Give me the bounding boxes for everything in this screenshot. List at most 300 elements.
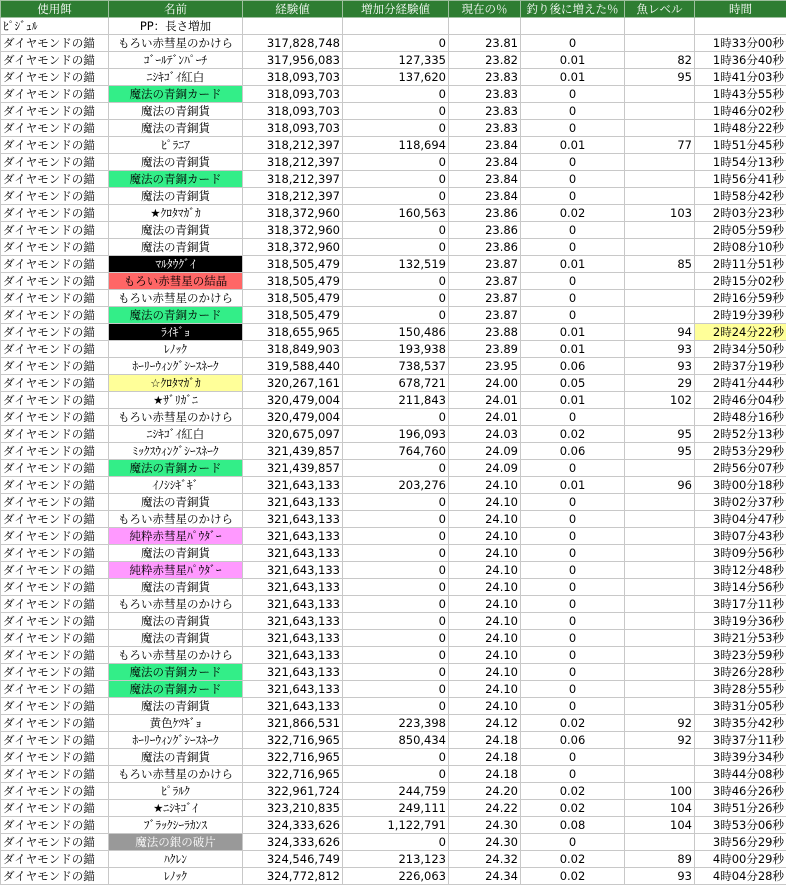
header-fish-level: 魚レベル <box>625 1 695 18</box>
cell-increase: 0 <box>343 596 449 613</box>
cell-bait: ダイヤモンドの錨 <box>1 817 109 834</box>
cell-name: ﾚﾉｯｸ <box>109 341 243 358</box>
cell-increase: 0 <box>343 35 449 52</box>
cell-bait: ダイヤモンドの錨 <box>1 205 109 222</box>
cell-fish-level <box>625 154 695 171</box>
cell-bait: ダイヤモンドの錨 <box>1 783 109 800</box>
cell-percent: 24.32 <box>449 851 521 868</box>
cell-name: ｲﾉｼｼｷﾞｷﾞ <box>109 477 243 494</box>
cell-time: 3時19分36秒 <box>695 613 786 630</box>
cell-time: 1時51分45秒 <box>695 137 786 154</box>
cell-percent: 23.86 <box>449 222 521 239</box>
cell-name: ﾐｯｸｽｳｨﾝｸﾞｼｰｽﾈｰｸ <box>109 443 243 460</box>
cell-after-percent: 0 <box>521 613 625 630</box>
cell-percent: 23.83 <box>449 103 521 120</box>
cell-increase: 244,759 <box>343 783 449 800</box>
cell-increase: 137,620 <box>343 69 449 86</box>
cell-percent: 24.01 <box>449 392 521 409</box>
table-row <box>1 392 786 409</box>
cell-increase: 127,335 <box>343 52 449 69</box>
cell-increase: 0 <box>343 86 449 103</box>
cell-exp: 319,588,440 <box>243 358 343 375</box>
cell-name: 黄色ｹﾂｷﾞｮ <box>109 715 243 732</box>
cell-exp: 318,372,960 <box>243 205 343 222</box>
cell-after-percent: 0.01 <box>521 392 625 409</box>
table-row <box>1 290 786 307</box>
cell-after-percent: 0 <box>521 579 625 596</box>
cell-exp: 318,212,397 <box>243 171 343 188</box>
table-row <box>1 154 786 171</box>
cell-increase: 0 <box>343 613 449 630</box>
cell-fish-level <box>625 86 695 103</box>
table-row <box>1 681 786 698</box>
table-row <box>1 443 786 460</box>
cell-bait: ダイヤモンドの錨 <box>1 647 109 664</box>
cell-percent: 23.83 <box>449 120 521 137</box>
cell-percent: 24.10 <box>449 494 521 511</box>
cell-percent: 24.30 <box>449 817 521 834</box>
cell-bait: ダイヤモンドの錨 <box>1 545 109 562</box>
cell-exp: 318,093,703 <box>243 120 343 137</box>
table-row <box>1 375 786 392</box>
table-row <box>1 715 786 732</box>
cell-exp: 321,439,857 <box>243 460 343 477</box>
cell-after-percent: 0.06 <box>521 358 625 375</box>
table-row <box>1 18 786 35</box>
cell-fish-level <box>625 307 695 324</box>
cell-time: 3時46分26秒 <box>695 783 786 800</box>
cell-name: もろい赤彗星のかけら <box>109 596 243 613</box>
cell-fish-level <box>625 409 695 426</box>
cell-exp: 320,479,004 <box>243 392 343 409</box>
cell-fish-level <box>625 834 695 851</box>
cell-bait: ダイヤモンドの錨 <box>1 766 109 783</box>
cell-fish-level <box>625 749 695 766</box>
cell-name: 魔法の青銅貨 <box>109 188 243 205</box>
table-row <box>1 783 786 800</box>
cell-time: 4時00分29秒 <box>695 851 786 868</box>
cell-after-percent: 0 <box>521 647 625 664</box>
cell-fish-level <box>625 698 695 715</box>
cell-fish-level: 104 <box>625 800 695 817</box>
cell-fish-level <box>625 596 695 613</box>
cell-after-percent: 0 <box>521 596 625 613</box>
header-exp: 経験値 <box>243 1 343 18</box>
cell-percent: 24.10 <box>449 613 521 630</box>
cell-time: 2時46分04秒 <box>695 392 786 409</box>
cell-bait: ダイヤモンドの錨 <box>1 137 109 154</box>
cell-exp: 318,212,397 <box>243 188 343 205</box>
table-row <box>1 868 786 885</box>
cell-exp: 318,505,479 <box>243 290 343 307</box>
cell-exp: 322,961,724 <box>243 783 343 800</box>
cell-exp: 322,716,965 <box>243 732 343 749</box>
cell-name: ﾋﾟﾗﾆｱ <box>109 137 243 154</box>
cell-time: 3時02分37秒 <box>695 494 786 511</box>
cell-exp: 318,655,965 <box>243 324 343 341</box>
table-body <box>1 18 786 885</box>
cell-time: 2時15分02秒 <box>695 273 786 290</box>
cell-increase: 160,563 <box>343 205 449 222</box>
cell-after-percent: 0 <box>521 681 625 698</box>
cell-fish-level: 96 <box>625 477 695 494</box>
cell-after-percent: 0 <box>521 664 625 681</box>
cell-name: ﾏﾙﾀｳｸﾞｲ <box>109 256 243 273</box>
table-row <box>1 307 786 324</box>
cell-fish-level: 82 <box>625 52 695 69</box>
cell-bait: ダイヤモンドの錨 <box>1 154 109 171</box>
cell-after-percent: 0 <box>521 86 625 103</box>
cell-name: 純粋赤彗星ﾊﾟｳﾀﾞｰ <box>109 528 243 545</box>
cell-fish-level <box>625 273 695 290</box>
cell-exp: 318,372,960 <box>243 222 343 239</box>
table-row <box>1 409 786 426</box>
cell-time: 2時08分10秒 <box>695 239 786 256</box>
table-row <box>1 579 786 596</box>
cell-exp: 321,643,133 <box>243 698 343 715</box>
cell-fish-level <box>625 460 695 477</box>
cell-exp: 322,716,965 <box>243 749 343 766</box>
cell-bait: ダイヤモンドの錨 <box>1 392 109 409</box>
cell-increase: 0 <box>343 290 449 307</box>
cell-fish-level: 102 <box>625 392 695 409</box>
cell-percent: 23.84 <box>449 171 521 188</box>
cell-exp: 320,675,097 <box>243 426 343 443</box>
cell-exp: 321,643,133 <box>243 477 343 494</box>
table-row <box>1 834 786 851</box>
table-row <box>1 103 786 120</box>
cell-bait: ダイヤモンドの錨 <box>1 239 109 256</box>
cell-after-percent: 0 <box>521 460 625 477</box>
table-row <box>1 188 786 205</box>
cell-exp: 322,716,965 <box>243 766 343 783</box>
cell-name: 魔法の青銅カード <box>109 171 243 188</box>
cell-percent: 23.87 <box>449 273 521 290</box>
cell-after-percent: 0 <box>521 749 625 766</box>
table-row <box>1 766 786 783</box>
cell-time: 2時24分22秒 <box>695 324 786 341</box>
cell-exp: 321,643,133 <box>243 528 343 545</box>
cell-after-percent: 0 <box>521 511 625 528</box>
cell-percent: 23.95 <box>449 358 521 375</box>
cell-name: 魔法の青銅貨 <box>109 630 243 647</box>
cell-bait: ダイヤモンドの錨 <box>1 256 109 273</box>
cell-name: 魔法の青銅カード <box>109 86 243 103</box>
cell-fish-level <box>625 188 695 205</box>
cell-bait: ダイヤモンドの錨 <box>1 171 109 188</box>
cell-fish-level <box>625 290 695 307</box>
cell-after-percent: 0.01 <box>521 324 625 341</box>
cell-percent: 23.87 <box>449 307 521 324</box>
cell-percent: 23.87 <box>449 256 521 273</box>
cell-percent: 24.10 <box>449 562 521 579</box>
cell-fish-level <box>625 647 695 664</box>
cell-exp: 318,505,479 <box>243 273 343 290</box>
cell-bait: ダイヤモンドの錨 <box>1 86 109 103</box>
cell-time: 1時54分13秒 <box>695 154 786 171</box>
table-row <box>1 341 786 358</box>
table-header <box>1 1 786 18</box>
cell-increase: 203,276 <box>343 477 449 494</box>
cell-after-percent: 0 <box>521 630 625 647</box>
cell-bait: ダイヤモンドの錨 <box>1 341 109 358</box>
cell-time: 2時11分51秒 <box>695 256 786 273</box>
cell-after-percent: 0 <box>521 222 625 239</box>
cell-percent: 23.88 <box>449 324 521 341</box>
header-percent: 現在の％ <box>449 1 521 18</box>
cell-time: 3時39分34秒 <box>695 749 786 766</box>
cell-time: 3時14分56秒 <box>695 579 786 596</box>
cell-name: 魔法の青銅貨 <box>109 698 243 715</box>
cell-exp: 324,546,749 <box>243 851 343 868</box>
cell-after-percent: 0 <box>521 545 625 562</box>
cell-after-percent: 0 <box>521 409 625 426</box>
cell-name: 魔法の青銅貨 <box>109 749 243 766</box>
cell-increase: 150,486 <box>343 324 449 341</box>
cell-bait: ダイヤモンドの錨 <box>1 120 109 137</box>
cell-fish-level: 89 <box>625 851 695 868</box>
cell-name: 魔法の青銅貨 <box>109 579 243 596</box>
cell-after-percent: 0.01 <box>521 52 625 69</box>
cell-name: ★ﾆｼｷｺﾞｲ <box>109 800 243 817</box>
cell-name: ﾌﾞﾗｯｸｼｰﾗｶﾝｽ <box>109 817 243 834</box>
cell-increase: 0 <box>343 273 449 290</box>
cell-increase: 118,694 <box>343 137 449 154</box>
cell-exp: 321,643,133 <box>243 664 343 681</box>
cell-after-percent: 0.02 <box>521 715 625 732</box>
cell-increase: 0 <box>343 188 449 205</box>
cell-percent: 24.10 <box>449 664 521 681</box>
cell-fish-level <box>625 766 695 783</box>
table-row <box>1 52 786 69</box>
cell-fish-level: 100 <box>625 783 695 800</box>
cell-name: ﾎｰﾘｰｳｨﾝｸﾞｼｰｽﾈｰｸ <box>109 358 243 375</box>
cell-fish-level <box>625 494 695 511</box>
cell-name: 魔法の青銅貨 <box>109 239 243 256</box>
table-row <box>1 664 786 681</box>
cell-increase: 764,760 <box>343 443 449 460</box>
cell-increase: 0 <box>343 409 449 426</box>
cell-fish-level: 104 <box>625 817 695 834</box>
table-row <box>1 273 786 290</box>
cell-bait: ダイヤモンドの錨 <box>1 698 109 715</box>
cell-increase: 0 <box>343 171 449 188</box>
cell-after-percent: 0 <box>521 103 625 120</box>
cell-after-percent: 0.02 <box>521 783 625 800</box>
cell-after-percent: 0.06 <box>521 732 625 749</box>
cell-percent: 24.10 <box>449 596 521 613</box>
cell-fish-level <box>625 579 695 596</box>
cell-bait: ﾋﾟｼﾞｭﾙ <box>1 18 109 35</box>
cell-percent <box>449 18 521 35</box>
cell-after-percent: 0.06 <box>521 443 625 460</box>
cell-bait: ダイヤモンドの錨 <box>1 103 109 120</box>
cell-fish-level <box>625 239 695 256</box>
cell-percent: 24.20 <box>449 783 521 800</box>
cell-fish-level <box>625 630 695 647</box>
table-row <box>1 817 786 834</box>
cell-percent: 23.86 <box>449 205 521 222</box>
cell-time: 2時56分07秒 <box>695 460 786 477</box>
cell-exp: 321,866,531 <box>243 715 343 732</box>
cell-fish-level <box>625 681 695 698</box>
cell-bait: ダイヤモンドの錨 <box>1 749 109 766</box>
cell-after-percent: 0.01 <box>521 477 625 494</box>
cell-name: 魔法の青銅カード <box>109 681 243 698</box>
cell-name: ﾆｼｷｺﾞｲ紅白 <box>109 426 243 443</box>
cell-percent: 23.83 <box>449 69 521 86</box>
cell-percent: 24.12 <box>449 715 521 732</box>
cell-percent: 23.84 <box>449 188 521 205</box>
cell-after-percent: 0 <box>521 562 625 579</box>
cell-increase: 738,537 <box>343 358 449 375</box>
cell-name: 魔法の青銅貨 <box>109 613 243 630</box>
cell-time: 3時07分43秒 <box>695 528 786 545</box>
cell-after-percent: 0 <box>521 494 625 511</box>
cell-name: 魔法の青銅貨 <box>109 545 243 562</box>
table-row <box>1 35 786 52</box>
table-row <box>1 698 786 715</box>
cell-increase: 211,843 <box>343 392 449 409</box>
cell-exp: 321,643,133 <box>243 545 343 562</box>
cell-fish-level <box>625 222 695 239</box>
cell-time: 3時35分42秒 <box>695 715 786 732</box>
cell-increase: 0 <box>343 528 449 545</box>
cell-time: 1時43分55秒 <box>695 86 786 103</box>
cell-fish-level: 93 <box>625 358 695 375</box>
cell-bait: ダイヤモンドの錨 <box>1 732 109 749</box>
cell-after-percent: 0.02 <box>521 851 625 868</box>
cell-increase: 0 <box>343 698 449 715</box>
table-row <box>1 511 786 528</box>
cell-time: 1時33分00秒 <box>695 35 786 52</box>
cell-name: ﾆｼｷｺﾞｲ紅白 <box>109 69 243 86</box>
cell-percent: 24.10 <box>449 647 521 664</box>
cell-increase: 0 <box>343 562 449 579</box>
cell-name: ﾎｰﾘｰｳｨﾝｸﾞｼｰｽﾈｰｸ <box>109 732 243 749</box>
cell-percent: 24.03 <box>449 426 521 443</box>
cell-percent: 24.01 <box>449 409 521 426</box>
table-row <box>1 358 786 375</box>
cell-fish-level: 94 <box>625 324 695 341</box>
cell-increase: 0 <box>343 630 449 647</box>
table-row <box>1 239 786 256</box>
cell-percent: 24.10 <box>449 579 521 596</box>
cell-fish-level: 103 <box>625 205 695 222</box>
cell-exp: 318,093,703 <box>243 86 343 103</box>
cell-time: 3時37分11秒 <box>695 732 786 749</box>
cell-name: もろい赤彗星のかけら <box>109 290 243 307</box>
cell-time: 2時53分29秒 <box>695 443 786 460</box>
cell-fish-level <box>625 35 695 52</box>
cell-exp: 320,479,004 <box>243 409 343 426</box>
cell-after-percent: 0.01 <box>521 69 625 86</box>
table-row <box>1 205 786 222</box>
cell-time: 3時44分08秒 <box>695 766 786 783</box>
cell-bait: ダイヤモンドの錨 <box>1 222 109 239</box>
cell-increase: 249,111 <box>343 800 449 817</box>
cell-exp: 321,643,133 <box>243 596 343 613</box>
cell-increase: 193,938 <box>343 341 449 358</box>
cell-bait: ダイヤモンドの錨 <box>1 477 109 494</box>
cell-increase: 1,122,791 <box>343 817 449 834</box>
cell-bait: ダイヤモンドの錨 <box>1 426 109 443</box>
cell-after-percent: 0 <box>521 35 625 52</box>
cell-fish-level <box>625 664 695 681</box>
cell-percent: 24.18 <box>449 732 521 749</box>
cell-fish-level: 95 <box>625 69 695 86</box>
cell-time: 2時37分19秒 <box>695 358 786 375</box>
table-row <box>1 749 786 766</box>
cell-increase: 0 <box>343 239 449 256</box>
cell-after-percent: 0.02 <box>521 800 625 817</box>
table-row <box>1 613 786 630</box>
cell-fish-level: 95 <box>625 443 695 460</box>
table-row <box>1 647 786 664</box>
cell-percent: 24.34 <box>449 868 521 885</box>
cell-bait: ダイヤモンドの錨 <box>1 800 109 817</box>
table-row <box>1 851 786 868</box>
table-row <box>1 324 786 341</box>
cell-fish-level <box>625 171 695 188</box>
cell-increase <box>343 18 449 35</box>
cell-bait: ダイヤモンドの錨 <box>1 375 109 392</box>
cell-increase: 0 <box>343 222 449 239</box>
cell-exp: 323,210,835 <box>243 800 343 817</box>
cell-time: 2時34分50秒 <box>695 341 786 358</box>
table-row <box>1 800 786 817</box>
cell-exp: 321,643,133 <box>243 562 343 579</box>
cell-after-percent: 0 <box>521 239 625 256</box>
cell-bait: ダイヤモンドの錨 <box>1 324 109 341</box>
cell-time: 2時05分59秒 <box>695 222 786 239</box>
cell-name: 魔法の青銅貨 <box>109 494 243 511</box>
cell-exp: 318,505,479 <box>243 307 343 324</box>
cell-name: もろい赤彗星の結晶 <box>109 273 243 290</box>
cell-fish-level <box>625 511 695 528</box>
cell-name: ﾊｸﾚﾝ <box>109 851 243 868</box>
cell-percent: 23.89 <box>449 341 521 358</box>
cell-bait: ダイヤモンドの錨 <box>1 630 109 647</box>
cell-increase: 213,123 <box>343 851 449 868</box>
cell-bait: ダイヤモンドの錨 <box>1 358 109 375</box>
header-time: 時間 <box>695 1 786 18</box>
cell-percent: 24.10 <box>449 528 521 545</box>
cell-percent: 24.10 <box>449 545 521 562</box>
cell-after-percent: 0.01 <box>521 137 625 154</box>
cell-percent: 24.22 <box>449 800 521 817</box>
cell-fish-level <box>625 103 695 120</box>
cell-bait: ダイヤモンドの錨 <box>1 69 109 86</box>
cell-fish-level: 85 <box>625 256 695 273</box>
cell-exp: 321,643,133 <box>243 647 343 664</box>
cell-fish-level: 93 <box>625 868 695 885</box>
cell-time: 1時36分40秒 <box>695 52 786 69</box>
cell-increase: 223,398 <box>343 715 449 732</box>
cell-time: 1時48分22秒 <box>695 120 786 137</box>
cell-fish-level <box>625 613 695 630</box>
cell-after-percent: 0 <box>521 290 625 307</box>
cell-exp: 321,643,133 <box>243 613 343 630</box>
cell-percent: 24.18 <box>449 749 521 766</box>
header-increase: 増加分経験値 <box>343 1 449 18</box>
cell-percent: 23.83 <box>449 86 521 103</box>
cell-after-percent: 0 <box>521 188 625 205</box>
cell-fish-level <box>625 562 695 579</box>
cell-bait: ダイヤモンドの錨 <box>1 188 109 205</box>
cell-increase: 0 <box>343 103 449 120</box>
cell-percent: 24.10 <box>449 698 521 715</box>
